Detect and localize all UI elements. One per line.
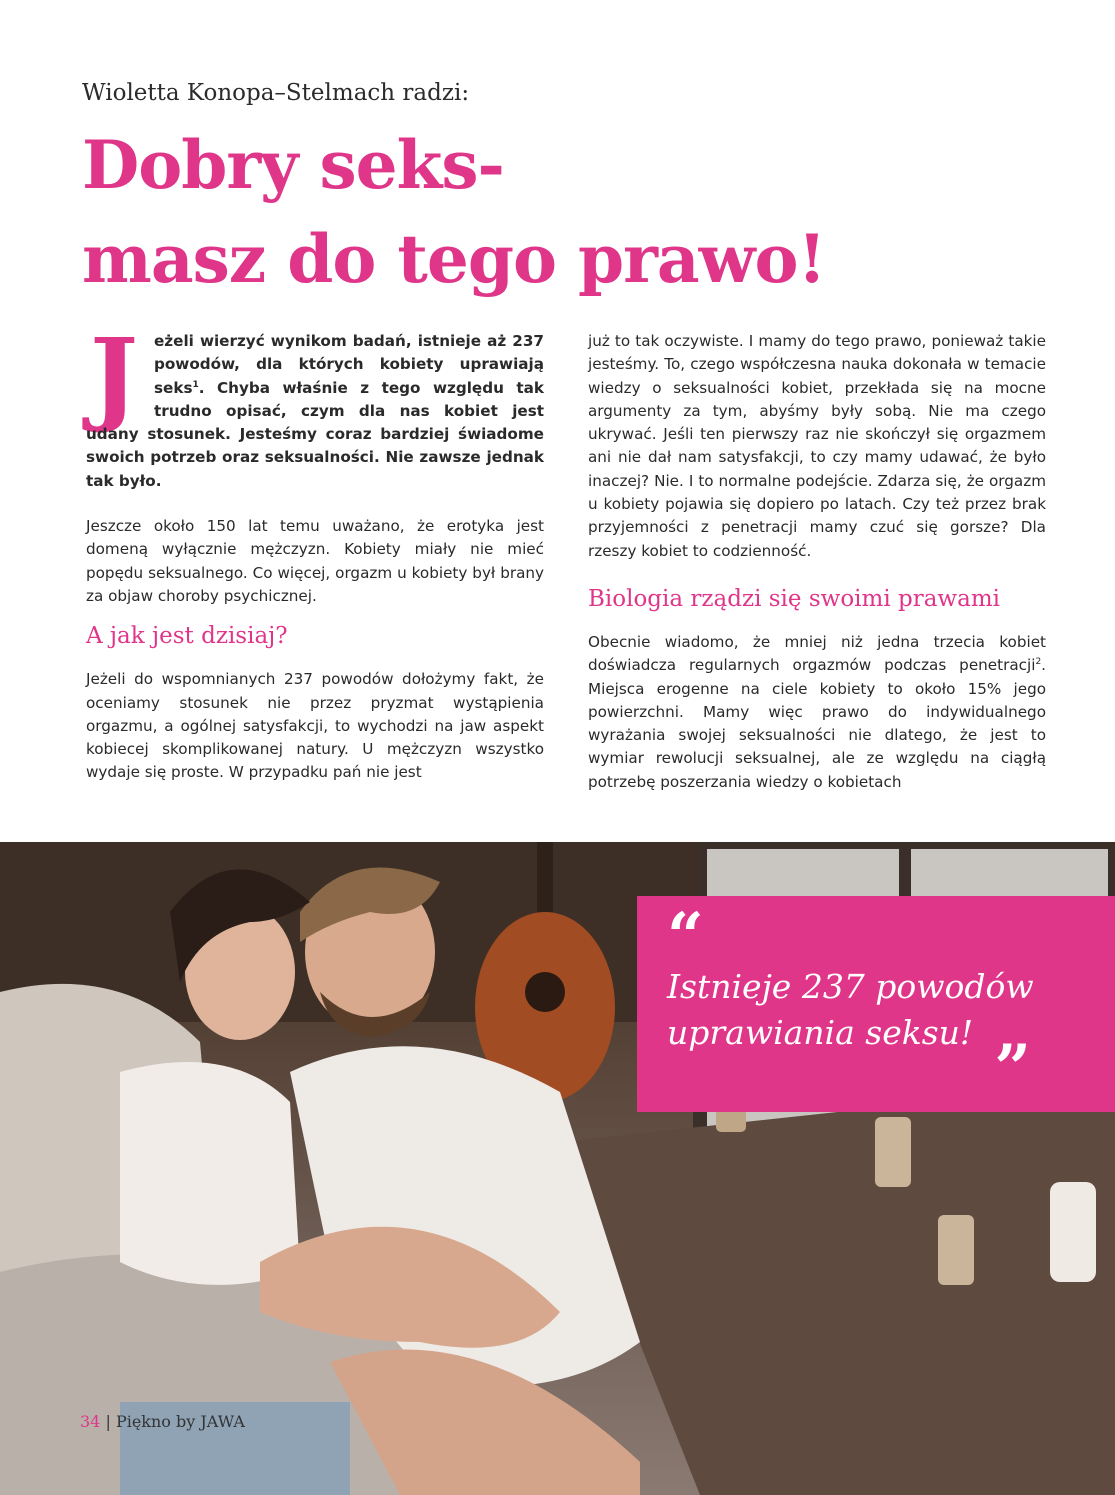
- pull-quote-text: Istnieje 237 powodów uprawiania seksu!: [667, 967, 1034, 1052]
- candle-1: [875, 1117, 911, 1187]
- pull-quote: [637, 896, 1115, 1112]
- candle-3: [1050, 1182, 1096, 1282]
- subheading-today: A jak jest dzisiaj?: [86, 623, 288, 650]
- page-footer: [80, 1412, 245, 1431]
- headline-line-2: masz do tego prawo!: [82, 220, 826, 298]
- footer-separator: |: [105, 1412, 111, 1431]
- footnote-ref-1: 1: [192, 379, 199, 390]
- publication-name: Piękno by JAWA: [115, 1412, 245, 1431]
- guitar-soundhole: [525, 972, 565, 1012]
- candle-2: [938, 1215, 974, 1285]
- headline-line-1: Dobry seks-: [82, 126, 504, 204]
- lead-paragraph: [86, 316, 544, 493]
- lead-text-rest: . Chyba właśnie z tego względu tak trudno opisać, czym dla nas kobiet jest udany stosunek. Jesteśmy coraz bardziej świadome swoich potrzeb oraz seksualności. Nie zawsze jednak tak było.: [86, 378, 544, 490]
- footnote-ref-2: 2: [1035, 657, 1042, 668]
- paragraph-3: Jeżeli do wspomnianych 237 powodów dołożymy fakt, że oceniamy stosunek nie przez pryzmat wystąpienia orgazmu, a ogólnej satysfakcji, to wychodzi na jaw aspekt kobiecej skomplikowanej natury. U mężczyzn wszystko wydaje się proste. W przypadku pań nie jest: [86, 670, 544, 782]
- guitar-neck: [537, 842, 553, 912]
- left-column: [86, 316, 544, 785]
- wooden-floor: [560, 1082, 1115, 1495]
- paragraph-2: Jeszcze około 150 lat temu uważano, że erotyka jest domeną wyłącznie mężczyzn. Kobiety miały nie mieć popędu seksualnego. Co więcej, orgazm u kobiety był brany za objaw choroby psychicznej.: [86, 517, 544, 605]
- woman-top: [120, 1062, 300, 1285]
- drop-cap: J: [89, 316, 139, 436]
- open-quote-mark: “: [667, 899, 704, 974]
- paragraph-5-rest: . Miejsca erogenne na ciele kobiety to około 15% jego powierzchni. Mamy więc prawo do indywidualnego wyrażania swojej seksualności nie dlatego, że jest to wymiar rewolucji seksualnej, ale ze względu na ciągłą potrzebę poszerzania wiedzy o kobietach: [588, 656, 1046, 791]
- byline: Wioletta Konopa–Stelmach radzi:: [82, 80, 470, 106]
- close-quote-mark: ”: [994, 1031, 1031, 1106]
- lead-text: eżeli wierzyć wynikom badań, istnieje aż 237 powodów, dla których kobiety uprawiają seks: [154, 332, 544, 397]
- subheading-biology: Biologia rządzi się swoimi prawami: [588, 585, 1000, 612]
- headline: [82, 118, 1082, 306]
- right-column: [588, 330, 1046, 794]
- paragraph-5-text: Obecnie wiadomo, że mniej niż jedna trzecia kobiet doświadcza regularnych orgazmów podczas penetracji: [588, 632, 1046, 675]
- paragraph-4: już to tak oczywiste. I mamy do tego prawo, ponieważ takie jesteśmy. To, czego współczesna nauka dokonała w temacie wiedzy o seksualności kobiet, przekłada się na mocne argumenty za tym, abyśmy były sobą. Nie ma czego ukrywać. Jeśli ten pierwszy raz nie skończył się orgazmem ani nie dał nam satysfakcji, to czy mamy udawać, że było inaczej? Nie. I to normalne podejście. Zdarza się, że orgazm u kobiety pojawia się dopiero po latach. Czy też przez brak przyjemności z penetracji mamy czuć się gorsze? Dla rzeszy kobiet to codzienność.: [588, 332, 1046, 560]
- paragraph-5: [588, 631, 1046, 794]
- page-number: 34: [80, 1412, 101, 1431]
